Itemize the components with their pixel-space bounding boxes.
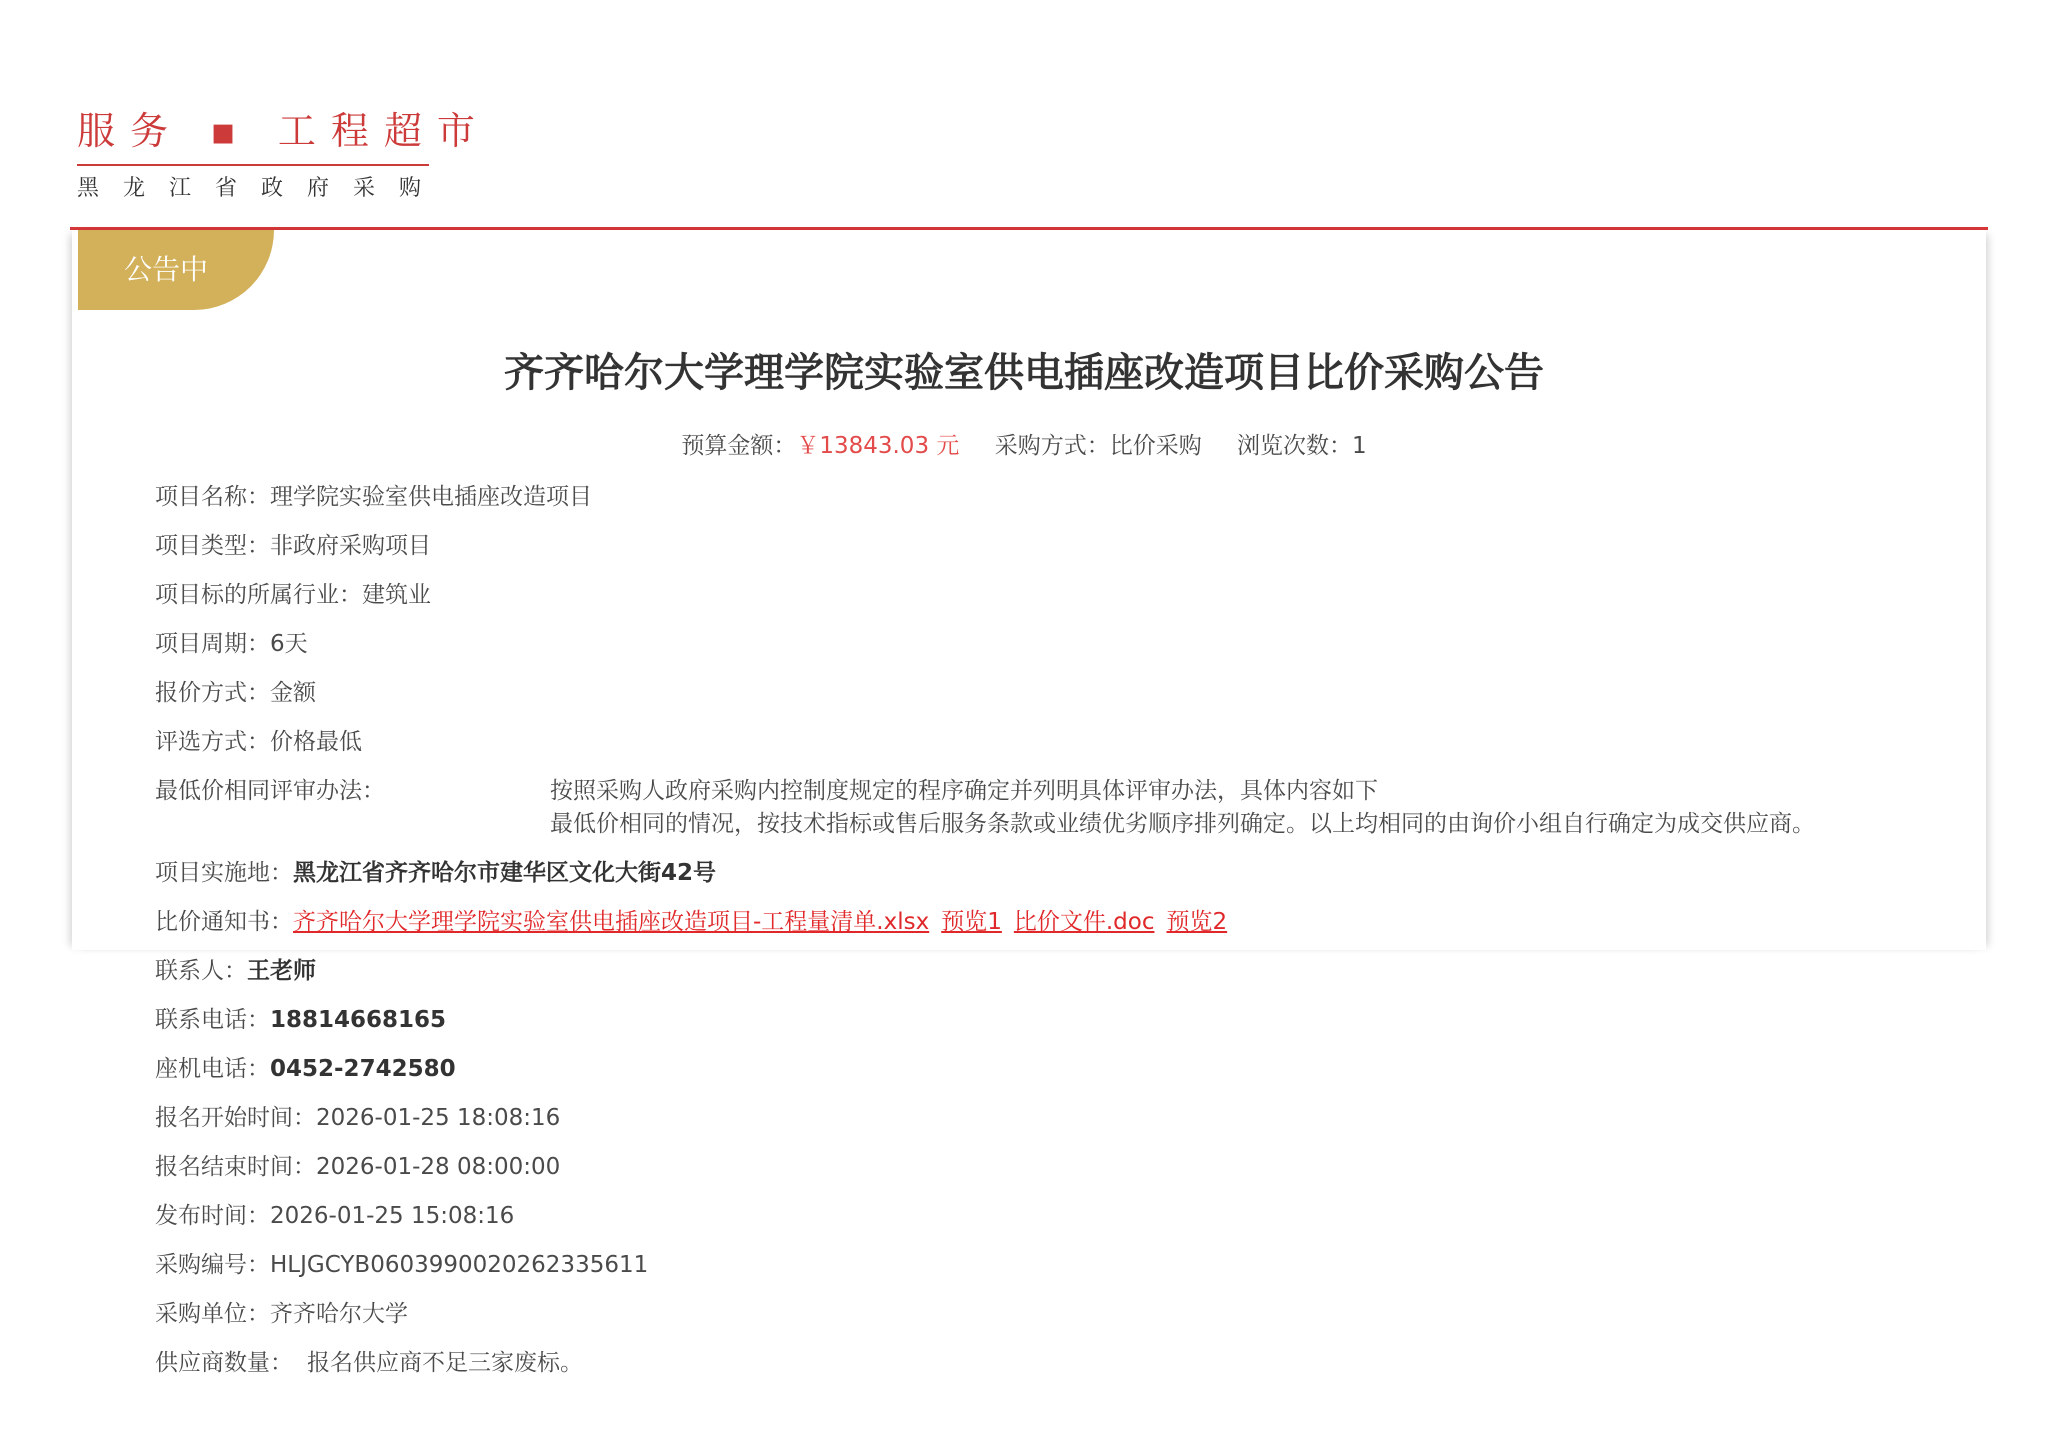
summary-bar — [0, 428, 2048, 464]
logo — [77, 108, 490, 204]
notice-file-link-doc[interactable]: 比价文件.doc — [1013, 909, 1155, 935]
field-landline: 座机电话：0452-2742580 — [155, 1056, 456, 1082]
field-procurement-unit: 采购单位：齐齐哈尔大学 — [155, 1301, 408, 1327]
budget-label: 预算金额： — [681, 433, 797, 459]
logo-title: 服务 ▪ 工程超市 — [77, 109, 490, 153]
page-title: 齐齐哈尔大学理学院实验室供电插座改造项目比价采购公告 — [504, 350, 1544, 396]
status-badge: 公告中 — [78, 230, 274, 310]
field-procurement-code: 采购编号：HLJGCYB0603990020262335611 — [155, 1252, 649, 1278]
views-value: 1 — [1352, 433, 1367, 459]
logo-subtitle: 黑龙江省政府采购 — [77, 176, 446, 201]
logo-divider — [77, 164, 429, 166]
preview-2-link[interactable]: 预览2 — [1166, 909, 1228, 935]
notice-file-link-xlsx[interactable]: 齐齐哈尔大学理学院实验室供电插座改造项目-工程量清单.xlsx — [293, 909, 930, 935]
method-label: 采购方式： — [994, 433, 1110, 459]
field-project-name: 项目名称：理学院实验室供电插座改造项目 — [155, 484, 592, 510]
field-select-method: 评选方式：价格最低 — [155, 729, 362, 755]
field-reg-start: 报名开始时间：2026-01-25 18:08:16 — [155, 1105, 561, 1131]
field-quote-method: 报价方式：金额 — [155, 680, 316, 706]
field-period: 项目周期：6天 — [155, 631, 308, 657]
field-phone: 联系电话：18814668165 — [155, 1007, 447, 1033]
budget-value: ￥13843.03 元 — [796, 433, 960, 459]
field-location: 项目实施地：黑龙江省齐齐哈尔市建华区文化大街42号 — [155, 860, 717, 886]
preview-1-link[interactable]: 预览1 — [941, 909, 1002, 935]
tie-method-line-1: 按照采购人政府采购内控制度规定的程序确定并列明具体评审办法，具体内容如下 — [550, 778, 1378, 804]
field-project-type: 项目类型：非政府采购项目 — [155, 533, 431, 559]
field-reg-end: 报名结束时间：2026-01-28 08:00:00 — [155, 1154, 561, 1180]
views-label: 浏览次数： — [1237, 433, 1353, 459]
field-contact: 联系人：王老师 — [155, 958, 316, 984]
field-industry: 项目标的所属行业：建筑业 — [155, 582, 431, 608]
field-publish-time: 发布时间：2026-01-25 15:08:16 — [155, 1203, 515, 1229]
field-supplier-count: 供应商数量： 报名供应商不足三家废标。 — [155, 1350, 583, 1376]
field-tie-method-label: 最低价相同评审办法： — [155, 778, 385, 804]
field-notice: 比价通知书：齐齐哈尔大学理学院实验室供电插座改造项目-工程量清单.xlsx 预览1 比价文件.doc 预览2 — [155, 909, 1228, 935]
tie-method-line-2: 最低价相同的情况，按技术指标或售后服务条款或业绩优劣顺序排列确定。以上均相同的由询价小组自行确定为成交供应商。 — [550, 811, 1815, 837]
method-value: 比价采购 — [1109, 433, 1202, 459]
